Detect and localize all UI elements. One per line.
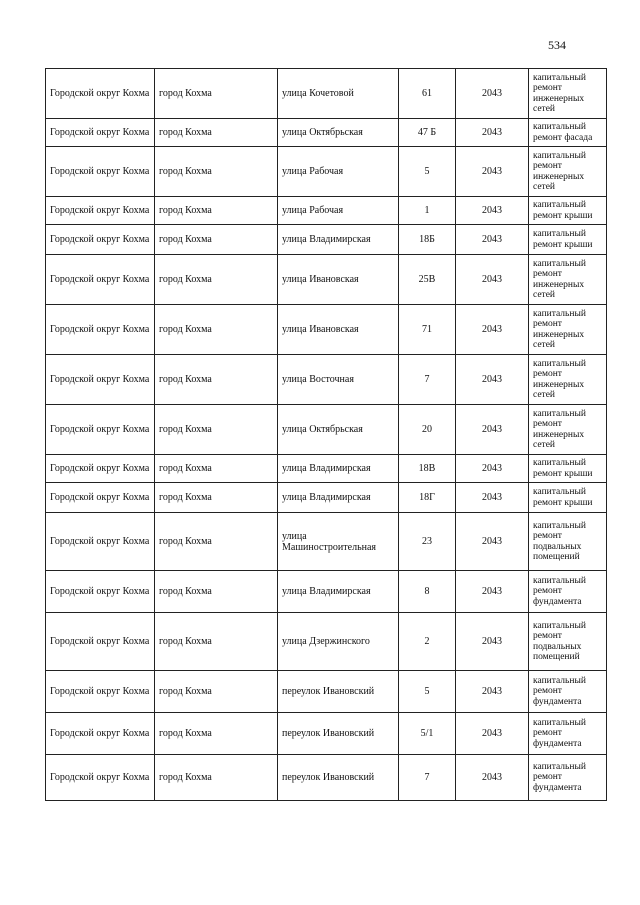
- cell-street: улица Ивановская: [278, 305, 399, 355]
- cell-house-number: 47 Б: [399, 119, 456, 147]
- cell-work-type: капитальный ремонт инженерных сетей: [529, 147, 607, 197]
- cell-city: город Кохма: [155, 571, 278, 613]
- cell-street: улица Дзержинского: [278, 613, 399, 671]
- table-row: [46, 405, 607, 455]
- cell-street: улица Кочетовой: [278, 69, 399, 119]
- table-row: [46, 455, 607, 483]
- cell-district: Городской округ Кохма: [46, 571, 155, 613]
- cell-year: 2043: [456, 225, 529, 255]
- cell-city: город Кохма: [155, 671, 278, 713]
- table-row: [46, 483, 607, 513]
- repair-schedule-table: [45, 68, 607, 801]
- cell-house-number: 5/1: [399, 713, 456, 755]
- table-row: [46, 255, 607, 305]
- cell-street: улица Рабочая: [278, 147, 399, 197]
- table-row: [46, 355, 607, 405]
- cell-work-type: капитальный ремонт фундамента: [529, 755, 607, 801]
- cell-year: 2043: [456, 255, 529, 305]
- cell-city: город Кохма: [155, 483, 278, 513]
- cell-work-type: капитальный ремонт фундамента: [529, 713, 607, 755]
- table-row: [46, 147, 607, 197]
- cell-work-type: капитальный ремонт крыши: [529, 225, 607, 255]
- cell-city: город Кохма: [155, 613, 278, 671]
- cell-house-number: 8: [399, 571, 456, 613]
- cell-district: Городской округ Кохма: [46, 613, 155, 671]
- cell-street: улица Ивановская: [278, 255, 399, 305]
- cell-street: улица Октябрьская: [278, 119, 399, 147]
- cell-year: 2043: [456, 613, 529, 671]
- cell-year: 2043: [456, 713, 529, 755]
- cell-city: город Кохма: [155, 119, 278, 147]
- cell-district: Городской округ Кохма: [46, 713, 155, 755]
- cell-year: 2043: [456, 571, 529, 613]
- cell-district: Городской округ Кохма: [46, 147, 155, 197]
- cell-city: город Кохма: [155, 755, 278, 801]
- cell-district: Городской округ Кохма: [46, 755, 155, 801]
- cell-house-number: 7: [399, 355, 456, 405]
- cell-city: город Кохма: [155, 405, 278, 455]
- cell-city: город Кохма: [155, 455, 278, 483]
- cell-street: переулок Ивановский: [278, 713, 399, 755]
- cell-district: Городской округ Кохма: [46, 405, 155, 455]
- cell-district: Городской округ Кохма: [46, 255, 155, 305]
- table-row: [46, 119, 607, 147]
- cell-district: Городской округ Кохма: [46, 671, 155, 713]
- cell-work-type: капитальный ремонт подвальных помещений: [529, 513, 607, 571]
- cell-house-number: 23: [399, 513, 456, 571]
- cell-house-number: 18В: [399, 455, 456, 483]
- cell-district: Городской округ Кохма: [46, 305, 155, 355]
- cell-year: 2043: [456, 483, 529, 513]
- cell-city: город Кохма: [155, 355, 278, 405]
- cell-city: город Кохма: [155, 69, 278, 119]
- table-row: [46, 755, 607, 801]
- cell-house-number: 20: [399, 405, 456, 455]
- cell-work-type: капитальный ремонт инженерных сетей: [529, 69, 607, 119]
- cell-district: Городской округ Кохма: [46, 483, 155, 513]
- cell-work-type: капитальный ремонт крыши: [529, 483, 607, 513]
- cell-street: переулок Ивановский: [278, 755, 399, 801]
- cell-street: переулок Ивановский: [278, 671, 399, 713]
- table-row: [46, 69, 607, 119]
- cell-year: 2043: [456, 147, 529, 197]
- table-row: [46, 613, 607, 671]
- cell-year: 2043: [456, 455, 529, 483]
- cell-house-number: 61: [399, 69, 456, 119]
- cell-street: улица Владимирская: [278, 225, 399, 255]
- cell-district: Городской округ Кохма: [46, 355, 155, 405]
- cell-street: улица Владимирская: [278, 571, 399, 613]
- table-row: [46, 671, 607, 713]
- cell-house-number: 2: [399, 613, 456, 671]
- cell-district: Городской округ Кохма: [46, 197, 155, 225]
- cell-city: город Кохма: [155, 197, 278, 225]
- cell-district: Городской округ Кохма: [46, 225, 155, 255]
- cell-year: 2043: [456, 305, 529, 355]
- table-row: [46, 713, 607, 755]
- cell-house-number: 25В: [399, 255, 456, 305]
- cell-year: 2043: [456, 119, 529, 147]
- table-body: [46, 69, 607, 801]
- cell-street: улица Восточная: [278, 355, 399, 405]
- cell-work-type: капитальный ремонт фасада: [529, 119, 607, 147]
- cell-district: Городской округ Кохма: [46, 513, 155, 571]
- cell-work-type: капитальный ремонт крыши: [529, 455, 607, 483]
- cell-street: улица Машиностроительная: [278, 513, 399, 571]
- cell-year: 2043: [456, 69, 529, 119]
- cell-house-number: 18Б: [399, 225, 456, 255]
- cell-work-type: капитальный ремонт подвальных помещений: [529, 613, 607, 671]
- cell-street: улица Владимирская: [278, 455, 399, 483]
- cell-year: 2043: [456, 755, 529, 801]
- cell-house-number: 5: [399, 671, 456, 713]
- page-number: 534: [548, 38, 566, 52]
- cell-house-number: 1: [399, 197, 456, 225]
- cell-city: город Кохма: [155, 147, 278, 197]
- cell-district: Городской округ Кохма: [46, 69, 155, 119]
- cell-city: город Кохма: [155, 255, 278, 305]
- cell-work-type: капитальный ремонт фундамента: [529, 671, 607, 713]
- cell-year: 2043: [456, 513, 529, 571]
- cell-city: город Кохма: [155, 513, 278, 571]
- cell-street: улица Владимирская: [278, 483, 399, 513]
- cell-work-type: капитальный ремонт инженерных сетей: [529, 255, 607, 305]
- cell-house-number: 5: [399, 147, 456, 197]
- cell-house-number: 7: [399, 755, 456, 801]
- cell-house-number: 18Г: [399, 483, 456, 513]
- cell-district: Городской округ Кохма: [46, 119, 155, 147]
- table-row: [46, 513, 607, 571]
- cell-house-number: 71: [399, 305, 456, 355]
- cell-city: город Кохма: [155, 305, 278, 355]
- cell-year: 2043: [456, 197, 529, 225]
- cell-work-type: капитальный ремонт фундамента: [529, 571, 607, 613]
- cell-work-type: капитальный ремонт инженерных сетей: [529, 405, 607, 455]
- cell-street: улица Рабочая: [278, 197, 399, 225]
- cell-work-type: капитальный ремонт крыши: [529, 197, 607, 225]
- cell-year: 2043: [456, 671, 529, 713]
- table-row: [46, 197, 607, 225]
- cell-work-type: капитальный ремонт инженерных сетей: [529, 305, 607, 355]
- cell-street: улица Октябрьская: [278, 405, 399, 455]
- table-row: [46, 225, 607, 255]
- cell-district: Городской округ Кохма: [46, 455, 155, 483]
- cell-city: город Кохма: [155, 713, 278, 755]
- cell-year: 2043: [456, 405, 529, 455]
- cell-year: 2043: [456, 355, 529, 405]
- cell-work-type: капитальный ремонт инженерных сетей: [529, 355, 607, 405]
- table-row: [46, 571, 607, 613]
- table-row: [46, 305, 607, 355]
- cell-city: город Кохма: [155, 225, 278, 255]
